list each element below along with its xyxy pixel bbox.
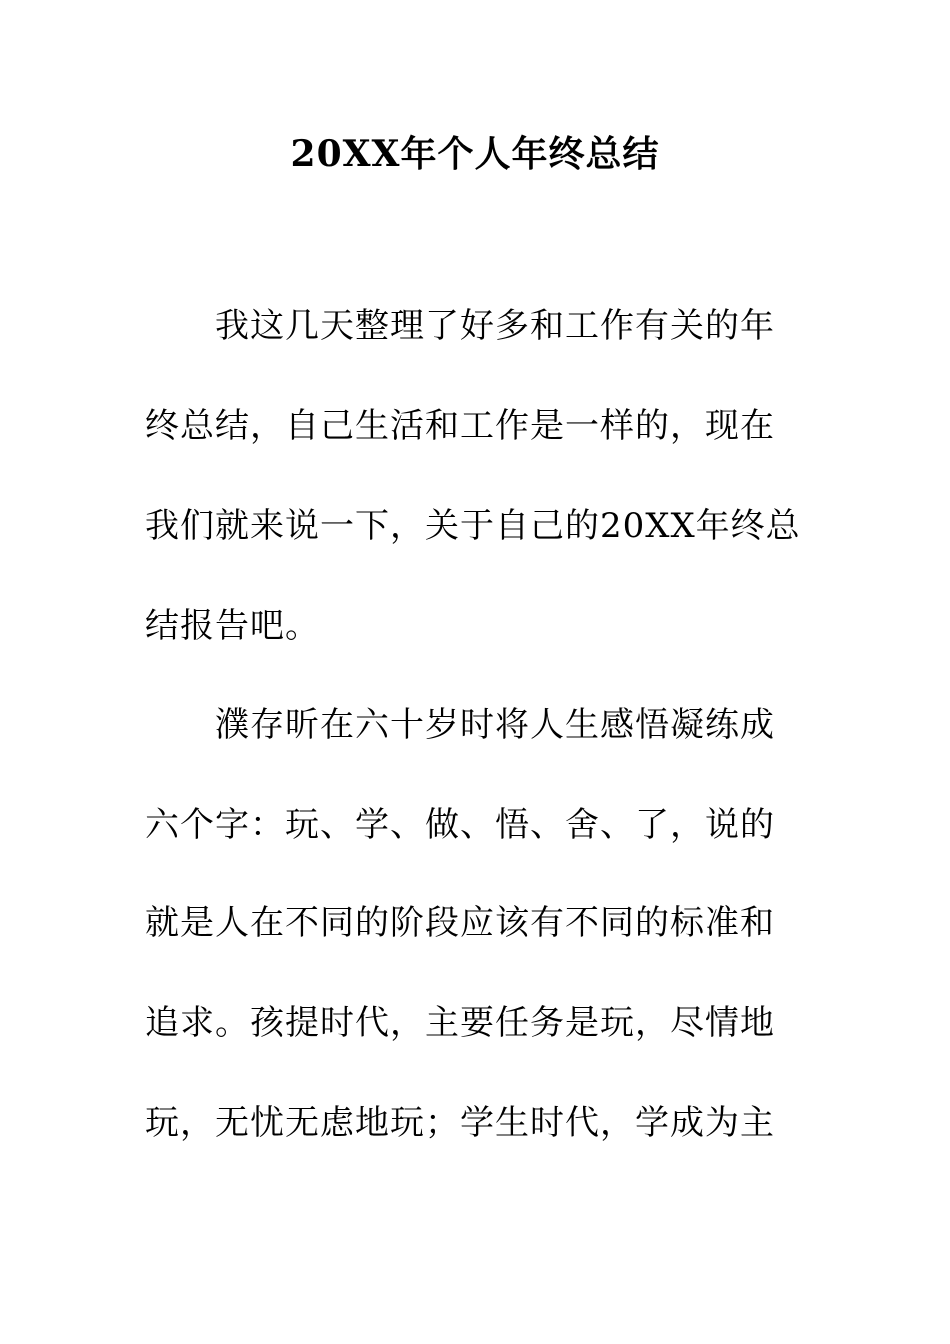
- paragraph-2-line-4: 追求。孩提时代，主要任务是玩，尽情地: [145, 1003, 775, 1043]
- paragraph-2-line-3: 就是人在不同的阶段应该有不同的标准和: [145, 903, 775, 943]
- paragraph-1-line-3: 我们就来说一下，关于自己的20XX年终总: [145, 506, 801, 546]
- paragraph-1-line-2: 终总结，自己生活和工作是一样的，现在: [145, 406, 775, 446]
- paragraph-2-line-5: 玩，无忧无虑地玩；学生时代，学成为主: [145, 1103, 775, 1143]
- paragraph-2-line-2: 六个字：玩、学、做、悟、舍、了，说的: [145, 805, 775, 845]
- paragraph-1-line-1: 我这几天整理了好多和工作有关的年: [215, 306, 775, 346]
- document-title: 20XX年个人年终总结: [290, 133, 660, 175]
- paragraph-1-line-4: 结报告吧。: [145, 606, 320, 646]
- paragraph-2-line-1: 濮存昕在六十岁时将人生感悟凝练成: [215, 705, 775, 745]
